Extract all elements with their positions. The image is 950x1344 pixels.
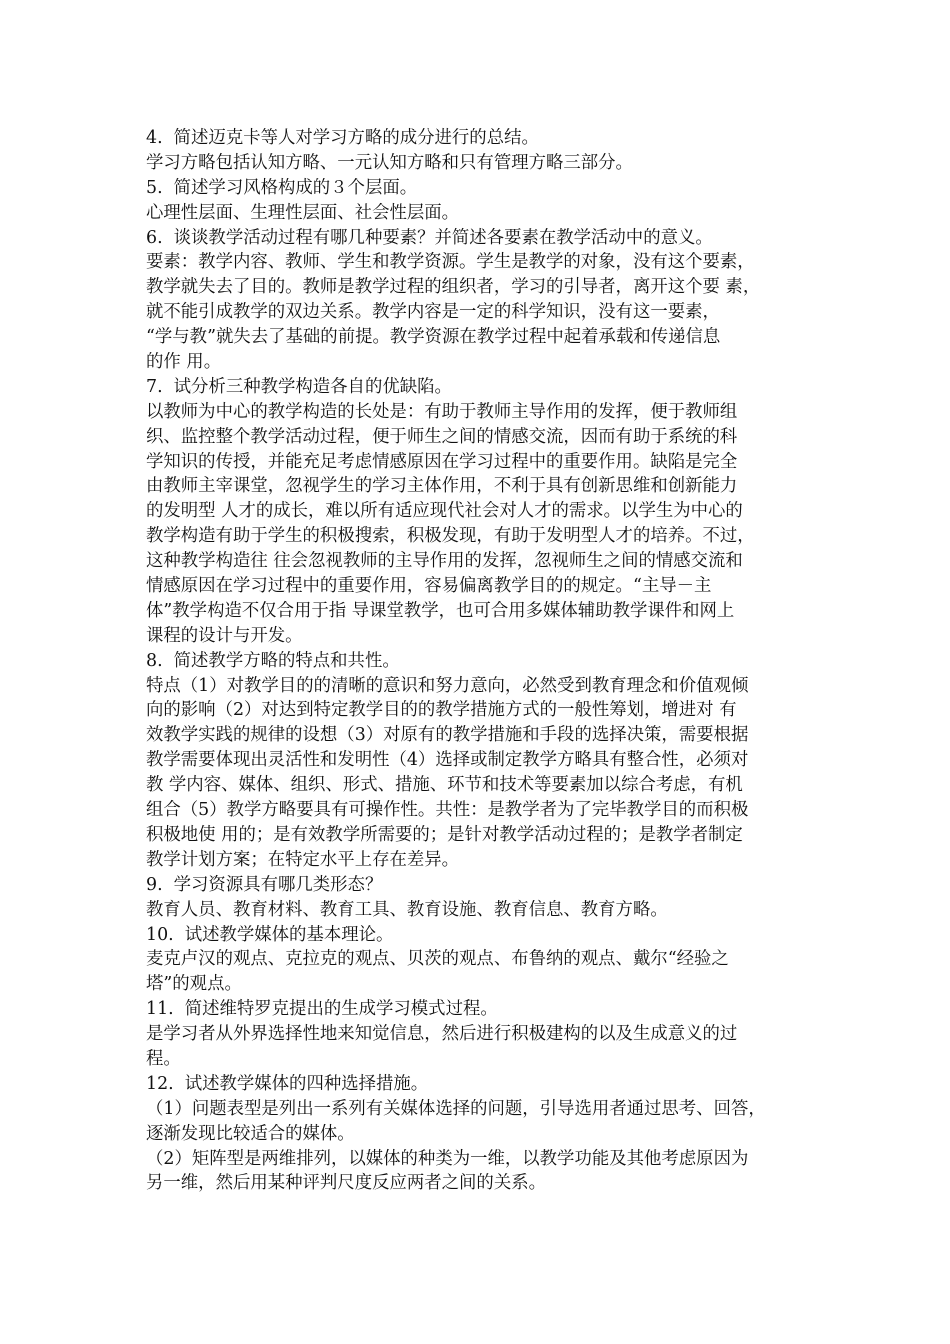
answer-line: 以教师为中心的教学构造的长处是：有助于教师主导作用的发挥，便于教师组 [146, 401, 738, 422]
answer-line: 麦克卢汉的观点、克拉克的观点、贝茨的观点、布鲁纳的观点、戴尔“经验之 [146, 949, 729, 970]
answer-line: “学与教”就失去了基础的前提。教学资源在教学过程中起着承载和传递信息 [146, 327, 721, 348]
question-5: 5. 简述学习风格构成的３个层面。 [146, 177, 418, 198]
answer-line: 组合（5）教学方略要具有可操作性。共性：是教学者为了完毕教学目的而积极 [146, 800, 749, 821]
answer-line: 这种教学构造往 往会忽视教师的主导作用的发挥，忽视师生之间的情感交流和 [146, 551, 743, 572]
document-body [146, 126, 826, 1196]
answer-line: 学习方略包括认知方略、一元认知方略和只有管理方略三部分。 [146, 152, 633, 173]
question-8: 8. 简述教学方略的特点和共性。 [146, 650, 400, 671]
answer-line: 教学需要体现出灵活性和发明性（4）选择或制定教学方略具有整合性，必须对 [146, 750, 749, 771]
answer-line: 积极地使 用的；是有效教学所需要的；是针对教学活动过程的；是教学者制定 [146, 824, 743, 845]
answer-line: （2）矩阵型是两维排列，以媒体的种类为一维，以教学功能及其他考虑原因为 [146, 1148, 749, 1169]
question-4: 4. 简述迈克卡等人对学习方略的成分进行的总结。 [146, 128, 539, 148]
answer-line: 特点（1）对教学目的的清晰的意识和努力意向，必然受到教育理念和价值观倾 [146, 675, 749, 696]
answer-line: （1）问题表型是列出一系列有关媒体选择的问题，引导选用者通过思考、回答， [146, 1098, 766, 1119]
answer-line: 由教师主宰课堂，忽视学生的学习主体作用，不利于具有创新思维和创新能力 [146, 476, 738, 497]
answer-line: 另一维，然后用某种评判尺度反应两者之间的关系。 [146, 1173, 546, 1194]
answer-line: 情感原因在学习过程中的重要作用，容易偏离教学目的的规定。“主导－主 [146, 576, 712, 597]
question-6: 6. 谈谈教学活动过程有哪几种要素？并简述各要素在教学活动中的意义。 [146, 227, 713, 248]
answer-line: 教学计划方案；在特定水平上存在差异。 [146, 849, 460, 870]
answer-line: 织、监控整个教学活动过程，便于师生之间的情感交流，因而有助于系统的科 [146, 426, 738, 447]
answer-line: 的作 用。 [146, 352, 222, 373]
answer-line: 教育人员、教育材料、教育工具、教育设施、教育信息、教育方略。 [146, 899, 668, 920]
answer-line: 教学就失去了目的。教师是教学过程的组织者，学习的引导者，离开这个要 素， [146, 277, 761, 298]
question-9: 9. 学习资源具有哪几类形态？ [146, 874, 383, 895]
question-11: 11. 简述维特罗克提出的生成学习模式过程。 [146, 999, 498, 1020]
answer-line: 向的影响（2）对达到特定教学目的的教学措施方式的一般性筹划，增进对 有 [146, 700, 737, 721]
answer-line: 课程的设计与开发。 [146, 625, 303, 646]
answer-line: 教 学内容、媒体、组织、形式、措施、环节和技术等要素加以综合考虑，有机 [146, 775, 743, 796]
answer-line: 效教学实践的规律的设想（3）对原有的教学措施和手段的选择决策，需要根据 [146, 725, 749, 746]
answer-line: 塔”的观点。 [146, 974, 242, 995]
question-12: 12. 试述教学媒体的四种选择措施。 [146, 1073, 429, 1094]
answer-line: 是学习者从外界选择性地来知觉信息，然后进行积极建构的以及生成意义的过 [146, 1024, 738, 1045]
answer-line: 体”教学构造不仅合用于指 导课堂教学，也可合用多媒体辅助教学课件和网上 [146, 600, 735, 621]
answer-line: 就不能引成教学的双边关系。教学内容是一定的科学知识，没有这一要素， [146, 302, 720, 323]
question-10: 10. 试述教学媒体的基本理论。 [146, 924, 394, 945]
answer-line: 程。 [146, 1048, 181, 1069]
answer-line: 教学构造有助于学生的积极搜索，积极发现，有助于发明型人才的培养。不过， [146, 526, 755, 547]
answer-line: 要素：教学内容、教师、学生和教学资源。学生是教学的对象，没有这个要素， [146, 252, 755, 273]
question-7: 7. 试分析三种教学构造各自的优缺陷。 [146, 376, 452, 397]
answer-line: 心理性层面、生理性层面、社会性层面。 [146, 202, 460, 223]
answer-line: 逐渐发现比较适合的媒体。 [146, 1123, 355, 1144]
answer-line: 学知识的传授，并能充足考虑情感原因在学习过程中的重要作用。缺陷是完全 [146, 451, 738, 472]
answer-line: 的发明型 人才的成长，难以所有适应现代社会对人才的需求。以学生为中心的 [146, 501, 743, 522]
